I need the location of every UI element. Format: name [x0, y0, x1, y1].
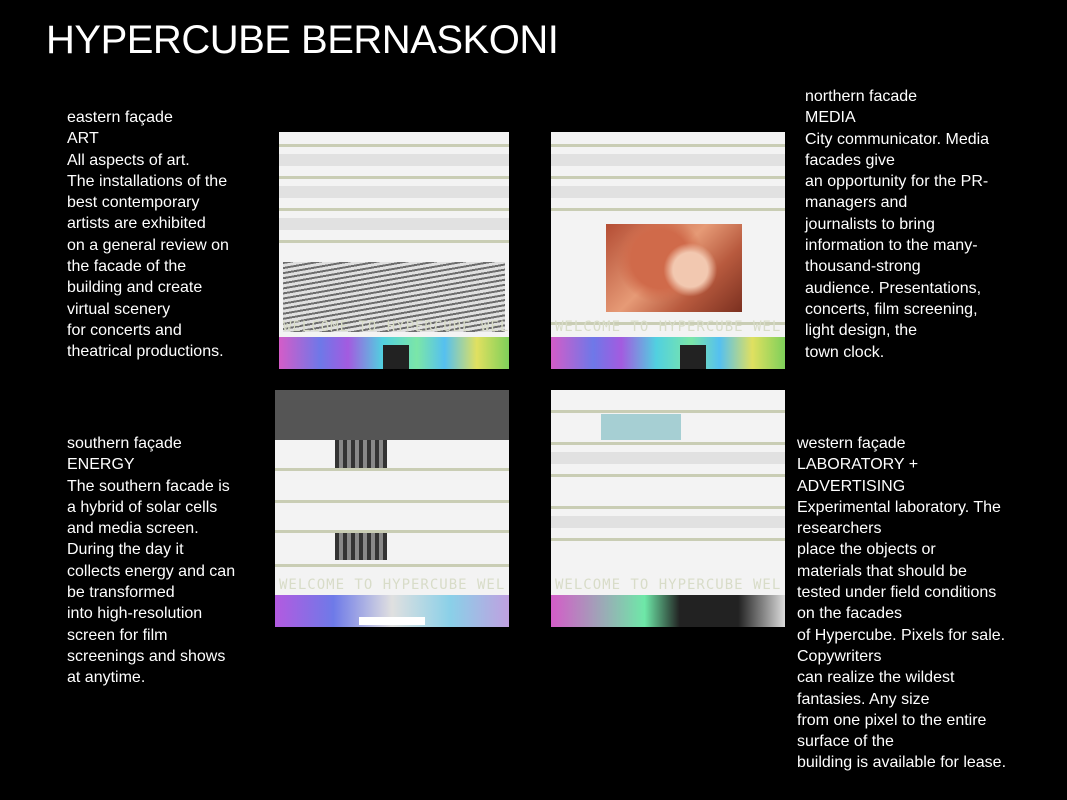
page-title: HYPERCUBE BERNASKONI	[46, 18, 559, 62]
welcome-banner: WELCOME TO HYPERCUBE WEL	[283, 319, 509, 335]
welcome-banner: WELCOME TO HYPERCUBE WEL	[555, 577, 782, 593]
description-line: screenings and shows	[67, 647, 226, 665]
description-line: town clock.	[805, 343, 885, 361]
description-line: managers and	[805, 194, 908, 212]
description-line: materials that should be	[797, 562, 967, 580]
description-line: The southern facade is	[67, 477, 230, 495]
description-line: screen for film	[67, 626, 168, 644]
welcome-banner: WELCOME TO HYPERCUBE WEL	[279, 577, 506, 593]
description-line: surface of the	[797, 733, 894, 751]
description-line: All aspects of art.	[67, 151, 190, 169]
description-line: eastern façade	[67, 109, 173, 126]
description-line: into high-resolution	[67, 605, 203, 623]
description-line: for concerts and	[67, 321, 182, 339]
description-line: be transformed	[67, 584, 175, 602]
description-line: Copywriters	[797, 647, 882, 665]
description-line: the facade of the	[67, 258, 187, 276]
description-line: concerts, film screening,	[805, 300, 978, 318]
southern-facade-description	[67, 433, 235, 689]
description-line: place the objects or	[797, 541, 936, 559]
description-line: and media screen.	[67, 520, 199, 538]
description-line: ART	[67, 130, 99, 148]
description-line: an opportunity for the PR-	[805, 173, 989, 191]
description-line: can realize the wildest	[797, 669, 955, 687]
description-line: building and create	[67, 279, 203, 297]
northern-facade-image	[551, 132, 785, 369]
description-line: ENERGY	[67, 456, 135, 474]
description-line: MEDIA	[805, 109, 856, 127]
southern-facade-image	[275, 390, 509, 627]
description-line: researchers	[797, 520, 882, 538]
description-line: Experimental laboratory. The	[797, 498, 1001, 516]
description-line: collects energy and can	[67, 562, 236, 580]
description-line: at anytime.	[67, 669, 146, 687]
eastern-facade-image	[279, 132, 509, 369]
eastern-facade-description	[67, 107, 229, 363]
description-line: from one pixel to the entire	[797, 711, 987, 729]
northern-facade-description	[805, 86, 989, 363]
description-line: on a general review on	[67, 236, 229, 254]
description-line: light design, the	[805, 322, 918, 340]
description-line: The installations of the	[67, 172, 228, 190]
description-line: audience. Presentations,	[805, 279, 982, 297]
portrait-screen	[606, 224, 742, 312]
description-line: a hybrid of solar cells	[67, 498, 218, 516]
description-line: tested under field conditions	[797, 584, 997, 602]
description-line: best contemporary	[67, 194, 200, 212]
western-facade-image	[551, 390, 785, 627]
description-line: thousand-strong	[805, 258, 921, 276]
welcome-banner: WELCOME TO HYPERCUBE WEL	[555, 319, 782, 335]
description-line: western façade	[797, 435, 906, 452]
description-line: of Hypercube. Pixels for sale.	[797, 626, 1006, 644]
description-line: artists are exhibited	[67, 215, 206, 233]
description-line: facades give	[805, 151, 895, 169]
description-line: virtual scenery	[67, 300, 171, 318]
description-line: building is available for lease.	[797, 754, 1007, 772]
description-line: ADVERTISING	[797, 477, 906, 495]
description-line: southern façade	[67, 435, 182, 452]
description-line: information to the many-	[805, 237, 978, 255]
description-line: on the facades	[797, 605, 902, 623]
description-line: City communicator. Media	[805, 130, 990, 148]
western-facade-description	[797, 433, 1006, 774]
description-line: During the day it	[67, 541, 184, 559]
description-line: journalists to bring	[805, 215, 935, 233]
description-line: theatrical productions.	[67, 343, 224, 361]
description-line: LABORATORY +	[797, 456, 919, 474]
description-line: fantasies. Any size	[797, 690, 930, 708]
description-line: northern facade	[805, 88, 918, 105]
